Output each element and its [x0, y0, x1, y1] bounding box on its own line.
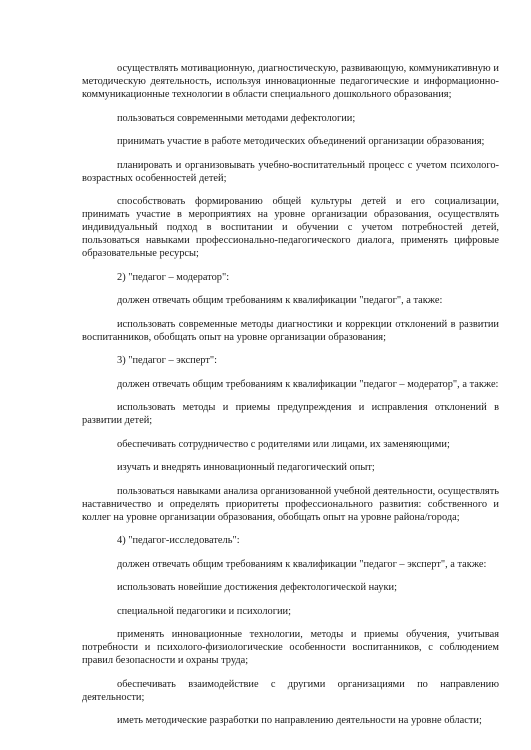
paragraph: принимать участие в работе методических объединений организации образования; [117, 136, 485, 147]
paragraph: должен отвечать общим требованиям к квалификации "педагог – эксперт", а также: [117, 558, 487, 570]
section-heading: 3) "педагог – эксперт": [117, 355, 218, 366]
paragraph: использовать методы и приемы предупреждения и исправления отклонений в развитии детей; [82, 402, 499, 426]
paragraph: планировать и организовывать учебно-воспитательный процесс с учетом психолого-возрастных особенностей детей; [82, 159, 499, 184]
paragraph: должен отвечать общим требованиям к квалификации "педагог – модератор", а также: [117, 378, 499, 390]
paragraph: должен отвечать общим требованиям к квалификации "педагог", а также: [117, 295, 443, 306]
paragraph: специальной педагогики и психологии; [117, 605, 292, 617]
paragraph: осуществлять мотивационную, диагностическую, развивающую, коммуникативную и методическую деятельность, используя инновационные педагогические и информационно-коммуникационные технологии в области специального дошкольного образования; [82, 63, 499, 100]
paragraph: использовать современные методы диагностики и коррекции отклонений в развитии воспитанников, обобщать опыт на уровне организации образования; [82, 318, 499, 343]
paragraph: обеспечивать взаимодействие с другими организациями по направлению деятельности; [82, 678, 499, 703]
section-heading: 4) "педагог-исследователь": [117, 535, 240, 546]
paragraph: изучать и внедрять инновационный педагогический опыт; [117, 462, 375, 473]
paragraph: обеспечивать сотрудничество с родителями или лицами, их заменяющими; [117, 438, 450, 450]
paragraph: способствовать формированию общей культуры детей и его социализации, принимать участие в мероприятиях на уровне организации образования, осуществлять индивидуальный подход в воспитании и обучении с учетом потребностей детей, пользоваться навыками профессионально-педагогического диалога, применять цифровые образовательные ресурсы; [82, 196, 499, 259]
paragraph: пользоваться современными методами дефектологии; [117, 112, 356, 124]
paragraph: использовать новейшие достижения дефектологической науки; [117, 582, 397, 593]
section-heading: 2) "педагог – модератор": [117, 271, 230, 283]
paragraph: иметь методические разработки по направлению деятельности на уровне области; [117, 715, 482, 726]
paragraph: пользоваться навыками анализа организованной учебной деятельности, осуществлять наставничество и определять приоритеты профессионального развития: собственного и коллег на уровне организации образования, обобщать опыт на уровне района/города; [82, 485, 499, 523]
document-body [82, 62, 499, 738]
paragraph: применять инновационные технологии, методы и приемы обучения, учитывая потребности и психолого-физиологические особенности воспитанников, с соблюдением правил безопасности и охраны труда; [82, 629, 499, 666]
